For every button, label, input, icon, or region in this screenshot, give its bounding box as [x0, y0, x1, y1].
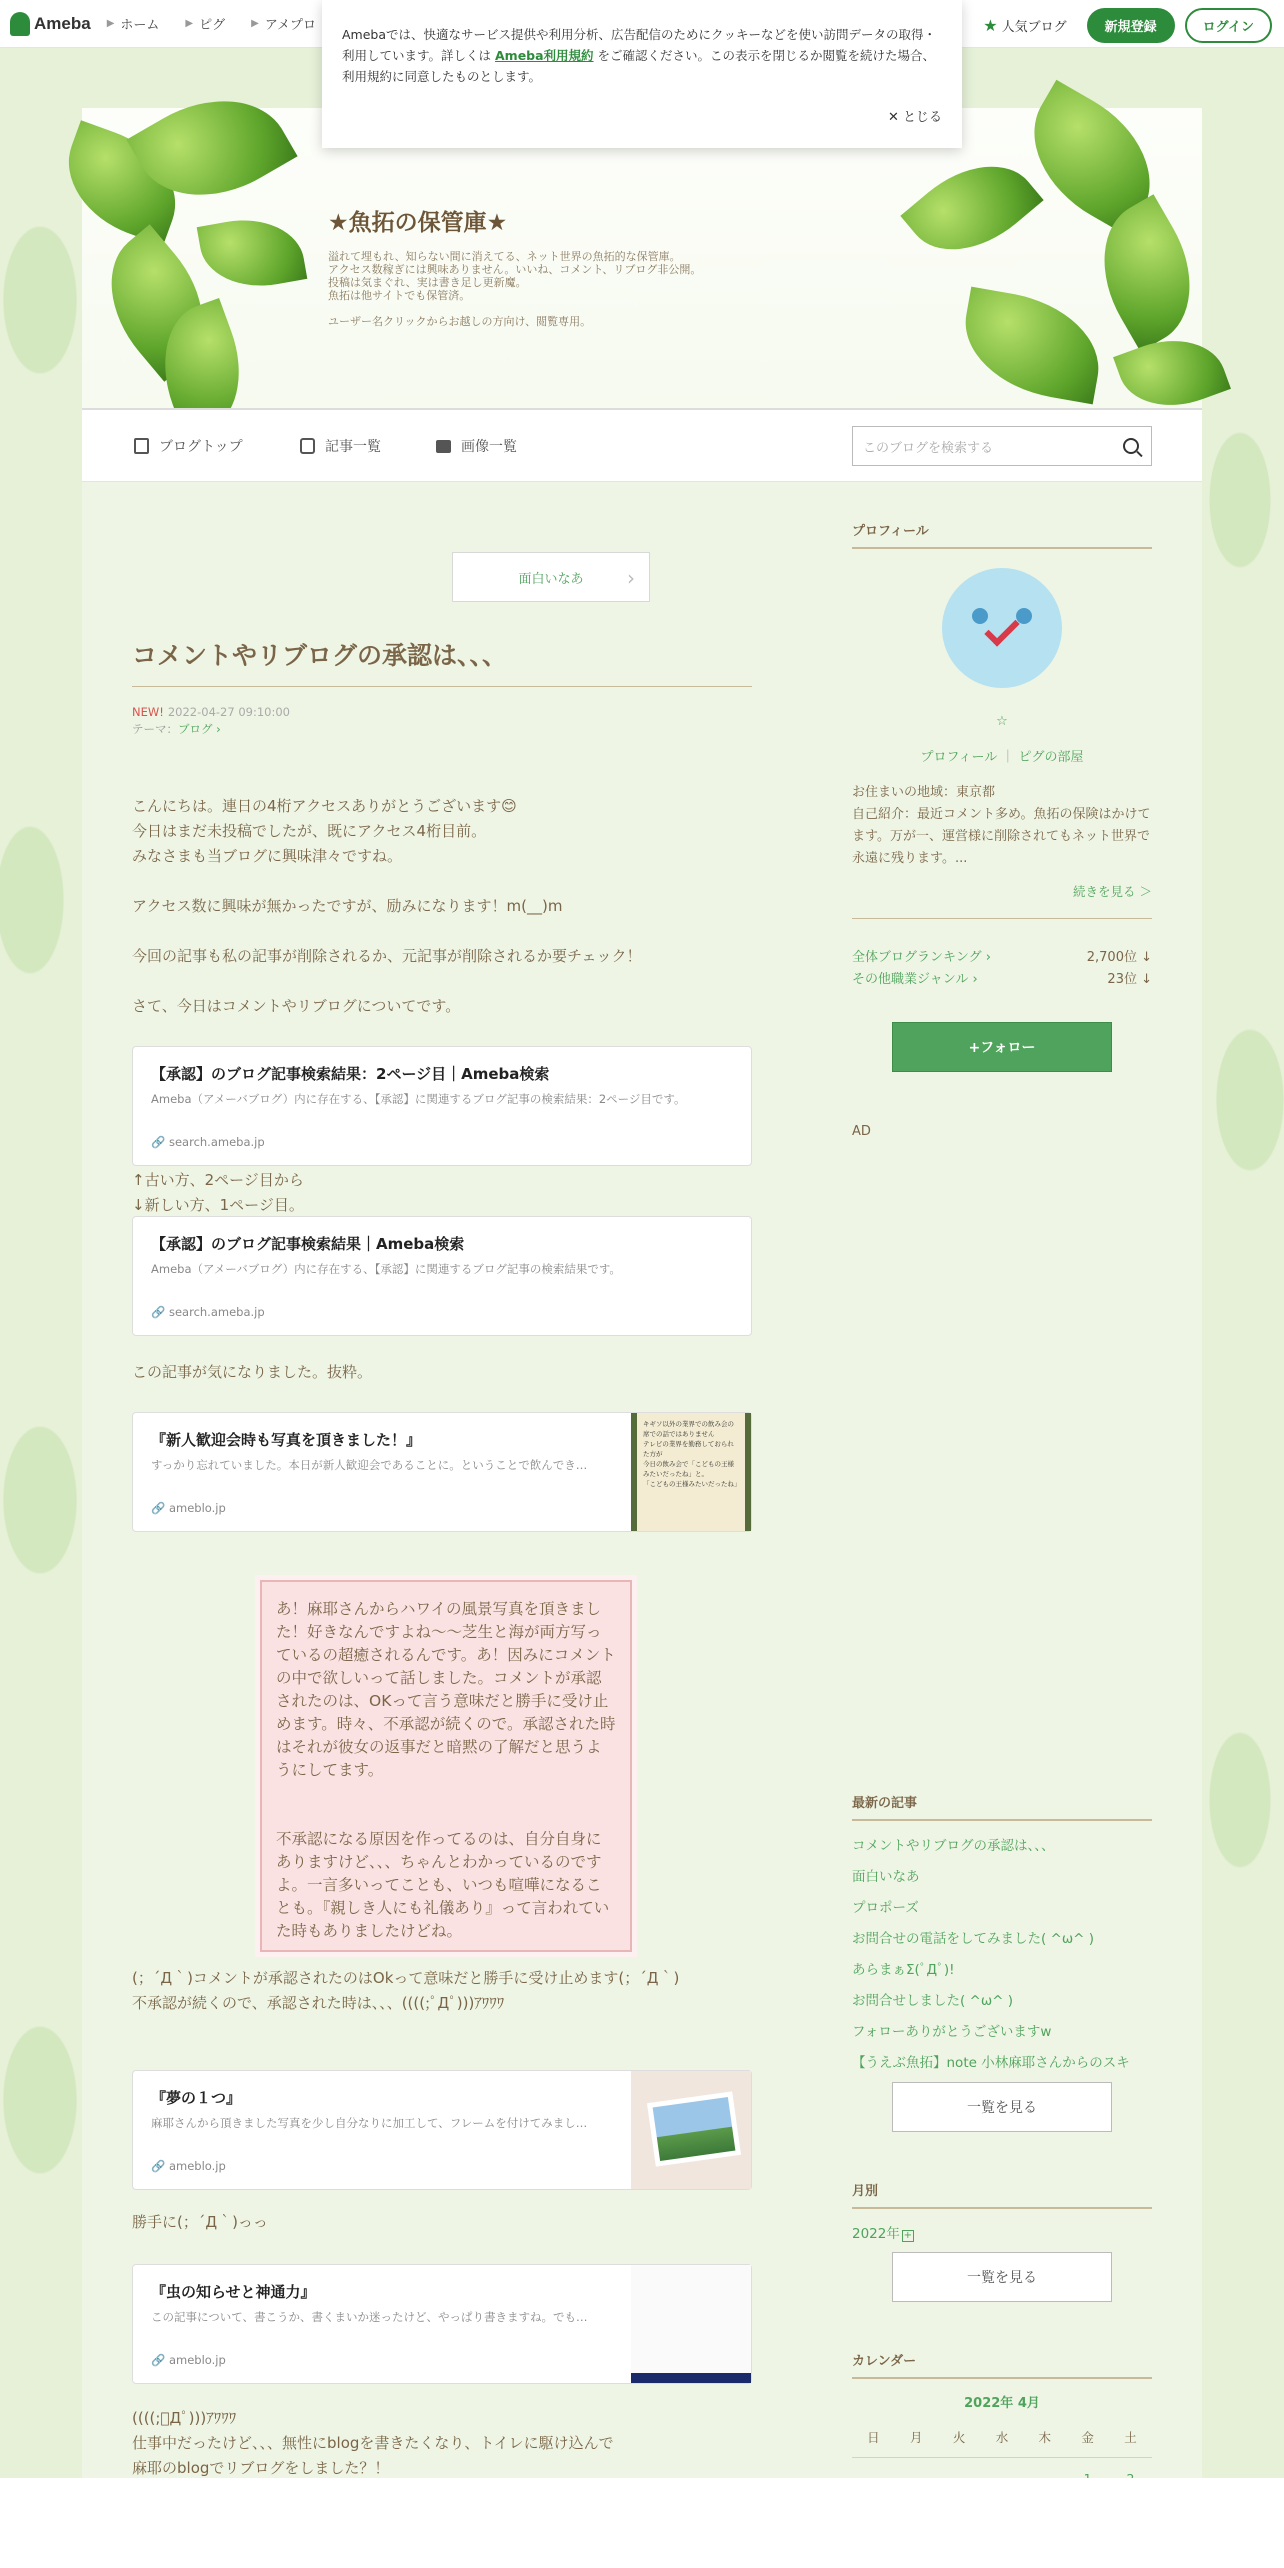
search-icon[interactable] — [1123, 438, 1139, 454]
cookie-text-after: をご確認ください。この表示を閉じるか閲覧を続けた場合、利用規約に同意したものとします。 — [342, 48, 936, 84]
close-icon: ✕ — [887, 110, 899, 125]
post-paragraph-1: こんにちは。連日の4桁アクセスありがとうございます😊 今日はまだ未投稿でしたが、既にアクセス4桁目前。 みなさまも当ブログに興味津々ですね。 アクセス数に興味が無かったですが、励みになります！m(__)m 今回の記事も私の記事が削除されるか、元記事が削除されるか要チェック！ さて、今日はコメントやリブログについてです。 — [132, 797, 642, 1015]
read-more-link[interactable]: 続きを見る ＞ — [1073, 884, 1152, 899]
header-actions — [983, 8, 1272, 43]
chevron-right-icon: ▶ — [185, 18, 194, 29]
recent-entry-link[interactable]: 面白いなあ — [852, 1869, 920, 1885]
weekday: 水 — [995, 2429, 1009, 2445]
recent-entry-link[interactable]: あらまぁΣ(ﾟДﾟ)! — [852, 1962, 955, 1978]
card-domain-text: search.ameba.jp — [168, 1135, 265, 1149]
card-title: 【承認】のブログ記事検索結果｜Ameba検索 — [151, 1235, 465, 1253]
weekday: 月 — [910, 2429, 923, 2445]
ameba-logo[interactable] — [10, 12, 91, 36]
nav-pigg-label: ピグ — [199, 18, 226, 33]
card-title: 【承認】のブログ記事検索結果：2ページ目｜Ameba検索 — [151, 1065, 550, 1083]
popular-blogs-label: 人気ブログ — [1001, 20, 1067, 35]
calendar-month: 2022年 4月 — [964, 2396, 1040, 2411]
cookie-close-button[interactable] — [888, 107, 942, 128]
image-list-label: 画像一覧 — [461, 439, 517, 455]
recent-list-button[interactable]: 一覧を見る — [892, 2082, 1112, 2132]
profile-star: ☆ — [996, 714, 1008, 729]
document-icon — [134, 438, 149, 454]
bottom-bar — [0, 2478, 1284, 2568]
avatar-eye — [1016, 608, 1032, 624]
recent-entry-link[interactable]: お問合せしました( ^ω^ ) — [852, 1993, 1014, 2009]
blog-header — [82, 108, 1202, 408]
theme-link[interactable]: ブログ › — [178, 722, 221, 736]
recent-entry-link[interactable]: プロポーズ — [852, 1900, 919, 1916]
recent-entries-heading: 最新の記事 — [852, 1792, 1152, 1821]
recent-entry-link[interactable]: お問合せの電話をしてみました( ^ω^ ) — [852, 1931, 1095, 1947]
nav-amepro-label: アメプロ — [264, 18, 317, 33]
cookie-text-before: Amebaでは、快適なサービス提供や利用分析、広告配信のためにクッキーなどを使い訪問データの取得・利用しています。詳しくは — [342, 27, 937, 63]
card-domain-text: ameblo.jp — [168, 2353, 226, 2367]
chevron-right-icon: ▶ — [251, 18, 259, 29]
blog-description: 溢れて埋もれ、知らない間に消えてる、ネット世界の魚拓的な保管庫。 アクセス数稼ぎには興味ありません。いいね、コメント、リブログ非公開。 投稿は気まぐれ、実は書き足し更新魔。 魚拓は他サイトでも保管済。 ユーザー名クリックからお越しの方向け、閲覧専用。 — [328, 250, 702, 328]
weekday: 木 — [1038, 2429, 1052, 2445]
calendar-heading: カレンダー — [852, 2350, 1152, 2379]
profile-text: お住まいの地域：東京都 自己紹介：最近コメント多め。魚拓の保険はかけてます。万が一、運営様に削除されてもネット世界で永遠に残ります。... — [852, 785, 1151, 866]
genre-ranking — [852, 968, 1152, 987]
follow-button[interactable]: +フォロー — [892, 1022, 1112, 1072]
cookie-consent-dialog — [322, 0, 962, 148]
post-meta — [132, 704, 290, 738]
post-paragraph-2: ↑古い方、2ページ目から ↓新しい方、1ページ目。 — [132, 1171, 304, 1214]
avatar-eye — [972, 608, 988, 624]
nav-pigg[interactable] — [185, 14, 225, 33]
genre-ranking-link[interactable]: その他職業ジャンル › — [852, 972, 978, 987]
theme-label: テーマ： — [132, 722, 178, 736]
pig-room-link[interactable]: ピグの部屋 — [1018, 750, 1084, 765]
card-title: 『虫の知らせと神通力』 — [151, 2283, 316, 2301]
card-thumbnail-photo — [631, 2071, 751, 2189]
post-paragraph-4: (；´Д｀)コメントが承認されたのはOkって意味だと勝手に受け止めます(；´Д｀) 不承認が続くので、承認された時は、、、((((;ﾟДﾟ)))ｱﾜﾜﾜ — [132, 1969, 680, 2012]
card-thumbnail-text — [631, 2265, 751, 2383]
post-paragraph-5: 勝手に(；´Д｀)っっ — [132, 2213, 268, 2231]
post-title[interactable]: コメントやリブログの承認は、、、 — [132, 636, 752, 687]
avatar[interactable] — [942, 568, 1062, 688]
logo-text: Ameba — [34, 13, 91, 33]
ameba-logo-icon — [10, 12, 30, 36]
monthly-heading: 月別 — [852, 2180, 1152, 2209]
blog-title[interactable]: ★魚拓の保管庫★ — [328, 210, 508, 236]
post-paragraph-6: ((((;ﾟДﾟ)))ｱﾜﾜﾜ 仕事中だったけど、、、無性にblogを書きたくなり、トイレに駆け込んで 麻耶のblogでリブログをしました？！ — [132, 2409, 614, 2477]
overall-ranking-value: 2,700位 ↓ — [1086, 950, 1152, 965]
card-domain-text: ameblo.jp — [168, 1501, 226, 1515]
content-panel — [82, 482, 1202, 2568]
genre-ranking-value: 23位 ↓ — [1107, 972, 1152, 987]
profile-heading: プロフィール — [852, 520, 1152, 549]
card-domain: 🔗 search.ameba.jp — [151, 1305, 265, 1319]
new-badge: NEW! — [132, 705, 164, 719]
entry-list-label: 記事一覧 — [325, 439, 381, 455]
month-label: 2022年 — [852, 2226, 900, 2242]
ad-label: AD — [852, 1124, 871, 1139]
profile-links: プロフィール ｜ ピグの部屋 — [920, 750, 1084, 765]
quoted-excerpt: あ！麻耶さんからハワイの風景写真を頂きました！好きなんですよね～～芝生と海が両方写っているの超癒されるんです。あ！因みにコメントの中で欲しいって話しました。コメントが承認されたのは、OKって言う意味だと勝手に受け止めます。時々、不承認が続くので。承認された時はそれが彼女の返事だと暗黙の了解だと思うようにしてます。 不承認になる原因を作ってるのは、自分自身にありますけど、、、ちゃんとわかっているのですよ。一言多いってことも、いつも喧嘩になることも。『親しき人にも礼儀あり』って言われていた時もありましたけどね。 — [260, 1580, 632, 1952]
card-domain-text: ameblo.jp — [168, 2159, 226, 2173]
blog-nav — [82, 408, 1202, 482]
leaf-decoration — [900, 139, 1043, 277]
copy-icon — [300, 438, 315, 454]
profile-link[interactable]: プロフィール — [920, 750, 998, 765]
plus-box-icon: + — [903, 2230, 913, 2241]
weekday: 火 — [952, 2429, 966, 2445]
star-icon: ★ — [983, 16, 998, 35]
card-description: すっかり忘れていました。本日が新人歓迎会であることに。ということで飲んでき… — [151, 1458, 588, 1472]
link-card-welcome-party[interactable] — [132, 1412, 752, 1532]
weekday: 土 — [1124, 2429, 1137, 2445]
theme-name: ブログ — [178, 722, 213, 736]
camera-icon — [436, 440, 451, 453]
leaf-decoration — [197, 210, 308, 296]
card-domain: 🔗 ameblo.jp — [151, 2353, 226, 2367]
nav-home[interactable] — [107, 14, 160, 33]
overall-ranking-link[interactable]: 全体ブログランキング › — [852, 950, 991, 965]
card-title: 『新人歓迎会時も写真を頂きました！』 — [151, 1431, 422, 1449]
popular-blogs-link[interactable] — [983, 16, 1066, 35]
recent-entry-link[interactable]: コメントやリブログの承認は、、、 — [852, 1838, 1055, 1854]
terms-link[interactable]: Ameba利用規約 — [495, 48, 594, 63]
card-title: 『夢の１つ』 — [151, 2089, 242, 2107]
card-description: 麻耶さんから頂きました写真を少し自分なりに加工して、フレームを付けてみまし… — [151, 2116, 588, 2130]
month-toggle[interactable] — [852, 2222, 914, 2242]
post-date: 2022-04-27 09:10:00 — [167, 705, 290, 719]
weekday: 日 — [867, 2429, 880, 2445]
card-thumbnail-scroll: キギソ以外の業界での飲み会の席での話ではありません テレビの業界を勤務しておられた方が 今日の飲み会で「こどもの王様みたいだったね」と。 「こどもの王様みたいだったね」 — [631, 1413, 751, 1531]
nav-home-label: ホーム — [120, 18, 160, 33]
monthly-list-button[interactable]: 一覧を見る — [892, 2252, 1112, 2302]
overall-ranking-label: 全体ブログランキング — [852, 950, 982, 965]
image-list-link[interactable] — [436, 436, 517, 456]
post-paragraph-3: この記事が気になりました。抜粋。 — [132, 1363, 373, 1381]
search-placeholder: このブログを検索する — [863, 440, 994, 456]
blog-search-input[interactable] — [852, 426, 1152, 466]
genre-ranking-label: その他職業ジャンル — [852, 972, 969, 987]
link-card-search-2[interactable] — [132, 1046, 752, 1166]
divider — [852, 918, 1152, 919]
cookie-close-label: とじる — [902, 110, 942, 125]
card-description: Ameba（アメーバブログ）内に存在する、【承認】に関連するブログ記事の検索結果です。 — [151, 1262, 621, 1276]
card-description: この記事について、書こうか、書くまいか迷ったけど、やっぱり書きますね。でも… — [151, 2310, 588, 2324]
leaf-decoration — [955, 287, 1109, 405]
login-button[interactable]: ログイン — [1185, 8, 1272, 43]
card-domain: 🔗 ameblo.jp — [151, 1501, 226, 1515]
link-card-dream[interactable] — [132, 2070, 752, 2190]
weekday: 金 — [1081, 2429, 1094, 2445]
link-card-search-1[interactable] — [132, 1216, 752, 1336]
signup-button[interactable]: 新規登録 — [1087, 8, 1175, 43]
chevron-right-icon: › — [627, 566, 635, 590]
link-card-premonition[interactable] — [132, 2264, 752, 2384]
card-domain: 🔗 ameblo.jp — [151, 2159, 226, 2173]
chevron-right-icon: ▶ — [106, 18, 115, 29]
recent-entry-link[interactable]: 【うえぶ魚拓】note 小林麻耶さんからのスキ — [852, 2055, 1130, 2071]
overall-ranking — [852, 946, 1152, 965]
blog-top-label: ブログトップ — [159, 439, 243, 455]
nav-amepro[interactable] — [251, 14, 316, 33]
recent-entry-link[interactable]: フォローありがとうございますw — [852, 2024, 1052, 2040]
check-icon — [984, 611, 1019, 646]
prev-entry-button[interactable] — [452, 552, 650, 602]
entry-list-link[interactable] — [300, 436, 381, 456]
prev-entry-label: 面白いなあ — [518, 571, 584, 587]
card-description: Ameba（アメーバブログ）内に存在する、【承認】に関連するブログ記事の検索結果：2ページ目です。 — [151, 1092, 686, 1106]
blog-top-link[interactable] — [134, 436, 243, 456]
card-domain-text: search.ameba.jp — [168, 1305, 265, 1319]
card-domain: 🔗 search.ameba.jp — [151, 1135, 265, 1149]
calendar-weekdays — [852, 2416, 1152, 2458]
